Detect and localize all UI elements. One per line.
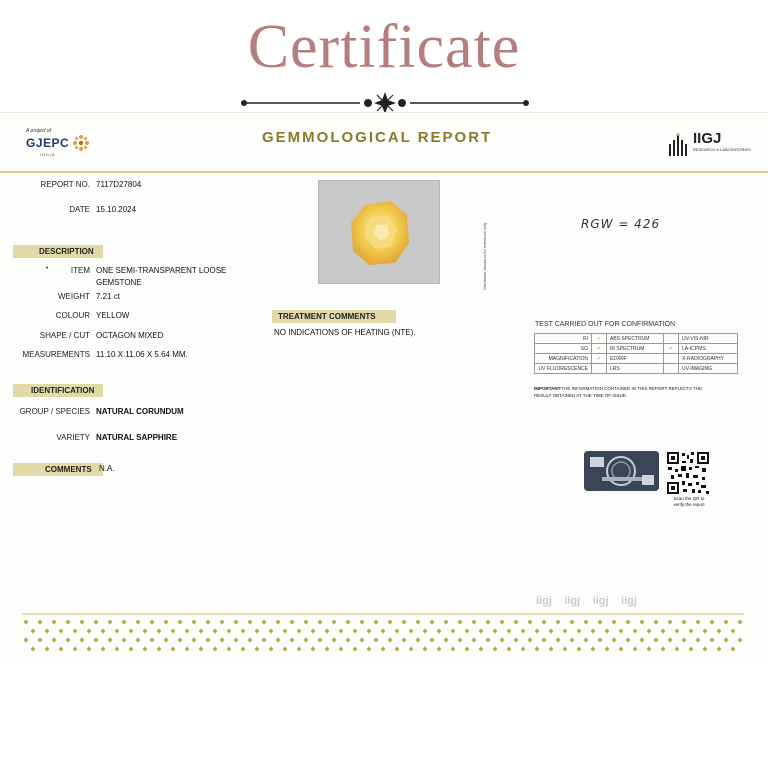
hologram-seal xyxy=(584,451,659,491)
decorative-diamond xyxy=(143,629,148,634)
decorative-diamond xyxy=(311,647,316,652)
decorative-diamond xyxy=(45,647,50,652)
decorative-diamond xyxy=(332,620,337,625)
qr-caption-line2: verify the report xyxy=(673,502,705,507)
decorative-diamond xyxy=(514,638,519,643)
important-label: IMPORTANT: xyxy=(534,386,562,391)
decorative-diamond xyxy=(143,647,148,652)
header-separator xyxy=(0,171,768,173)
decorative-diamond xyxy=(605,629,610,634)
decorative-diamond xyxy=(724,638,729,643)
decorative-diamond xyxy=(619,647,624,652)
colour-value: YELLOW xyxy=(96,311,130,320)
decorative-diamond xyxy=(129,629,134,634)
decorative-diamond xyxy=(528,620,533,625)
decorative-diamond xyxy=(465,647,470,652)
decorative-diamond xyxy=(542,638,547,643)
decorative-diamond xyxy=(409,647,414,652)
shape-value: OCTAGON MIXED xyxy=(96,331,164,340)
decorative-diamond xyxy=(199,629,204,634)
decorative-diamond xyxy=(38,620,43,625)
decorative-diamond xyxy=(514,620,519,625)
tests-table xyxy=(534,333,738,374)
group-value: NATURAL CORUNDUM xyxy=(96,407,184,416)
decorative-diamond xyxy=(45,629,50,634)
decorative-diamond xyxy=(122,638,127,643)
report-title: GEMMOLOGICAL REPORT xyxy=(262,129,493,146)
test-cell: UV-IMAGING xyxy=(679,364,738,374)
decorative-diamond xyxy=(493,629,498,634)
item-label: ITEM xyxy=(70,266,90,275)
logo-country: INDIA xyxy=(40,152,56,157)
item-value-line2: GEMSTONE xyxy=(96,278,142,287)
decorative-diamond xyxy=(430,638,435,643)
decorative-diamond xyxy=(640,620,645,625)
decorative-diamond xyxy=(87,629,92,634)
decorative-diamond xyxy=(297,647,302,652)
decorative-diamond xyxy=(255,629,260,634)
decorative-diamond xyxy=(332,638,337,643)
decorative-diamond xyxy=(682,638,687,643)
decorative-diamond xyxy=(108,620,113,625)
decorative-diamond xyxy=(164,620,169,625)
treatment-heading-text: TREATMENT COMMENTS xyxy=(278,312,376,321)
decorative-diamond xyxy=(577,629,582,634)
decorative-diamond xyxy=(381,629,386,634)
decorative-diamond xyxy=(304,638,309,643)
decorative-diamond xyxy=(171,647,176,652)
treatment-heading xyxy=(272,310,396,323)
shape-label: SHAPE / CUT xyxy=(39,331,90,340)
description-heading-text: DESCRIPTION xyxy=(39,247,94,256)
decorative-diamond xyxy=(199,647,204,652)
decorative-diamond xyxy=(178,620,183,625)
decorative-diamond xyxy=(73,629,78,634)
test-cell: ABS SPECTRUM xyxy=(607,334,664,344)
decorative-diamond xyxy=(346,620,351,625)
comments-value: N.A. xyxy=(99,464,115,473)
decorative-diamond xyxy=(31,629,36,634)
decorative-diamond xyxy=(500,638,505,643)
decorative-diamond xyxy=(367,647,372,652)
item-value-line1: ONE SEMI-TRANSPARENT LOOSE xyxy=(96,266,227,275)
check-icon xyxy=(664,354,679,364)
decorative-diamond xyxy=(213,647,218,652)
decorative-diamond xyxy=(318,620,323,625)
decorative-diamond xyxy=(73,647,78,652)
description-heading xyxy=(13,245,103,258)
treatment-value: NO INDICATIONS OF HEATING (NTE). xyxy=(274,328,416,337)
decorative-diamond xyxy=(269,647,274,652)
decorative-diamond xyxy=(374,620,379,625)
decorative-diamond xyxy=(122,620,127,625)
decorative-diamond xyxy=(423,647,428,652)
table-row xyxy=(535,364,738,374)
decorative-diamond xyxy=(731,647,736,652)
test-cell: LRS xyxy=(607,364,664,374)
report-no-value: 7117D27804 xyxy=(96,180,142,189)
measurements-value: 11.10 X 11.06 X 5.64 MM. xyxy=(96,350,188,359)
decorative-diamond xyxy=(675,629,680,634)
important-text: THE INFORMATION CONTAINED IN THIS REPORT REFLECTS THE RESULT OBTAINED AT THE TIME OF ISSUE. xyxy=(534,386,703,398)
important-note xyxy=(534,385,714,399)
decorative-diamond xyxy=(290,620,295,625)
check-icon xyxy=(592,364,607,374)
decorative-diamond xyxy=(129,647,134,652)
decorative-diamond xyxy=(87,647,92,652)
handwritten-note: RGW = 426 xyxy=(581,217,661,231)
decorative-diamond xyxy=(402,638,407,643)
decorative-diamond xyxy=(437,647,442,652)
test-cell: LA-ICPMS xyxy=(679,344,738,354)
decorative-diamond xyxy=(703,629,708,634)
decorative-diamond xyxy=(374,638,379,643)
decorative-diamond xyxy=(731,629,736,634)
comments-heading xyxy=(13,463,103,476)
gjepc-emblem-icon xyxy=(72,134,90,152)
check-icon: ✓ xyxy=(592,334,607,344)
decorative-diamond xyxy=(66,638,71,643)
group-label: GROUP / SPECIES xyxy=(19,407,90,416)
decorative-diamond xyxy=(591,629,596,634)
decorative-diamond xyxy=(458,620,463,625)
decorative-diamond xyxy=(31,647,36,652)
decorative-diamond xyxy=(101,629,106,634)
decorative-diamond xyxy=(157,629,162,634)
decorative-diamond xyxy=(654,620,659,625)
gjepc-logo xyxy=(26,128,90,157)
identification-heading-text: IDENTIFICATION xyxy=(31,386,95,395)
decorative-diamond xyxy=(185,647,190,652)
decorative-diamond xyxy=(220,638,225,643)
decorative-diamond xyxy=(255,647,260,652)
iigj-logo-name: IIGJ xyxy=(693,130,722,147)
decorative-diamond xyxy=(150,620,155,625)
decorative-diamond xyxy=(115,629,120,634)
gemstone-photo xyxy=(318,180,440,284)
decorative-diamond xyxy=(430,620,435,625)
qr-caption xyxy=(672,496,706,508)
decorative-diamond xyxy=(388,620,393,625)
decorative-diamond xyxy=(59,647,64,652)
decorative-diamond xyxy=(465,629,470,634)
decorative-diamond xyxy=(556,620,561,625)
watermark-logo: iigj xyxy=(564,595,581,607)
iigj-flame-icon xyxy=(665,132,693,158)
decorative-diamond xyxy=(360,620,365,625)
decorative-diamond xyxy=(521,647,526,652)
decorative-diamond xyxy=(311,629,316,634)
decorative-diamond xyxy=(227,647,232,652)
colour-label: COLOUR xyxy=(55,311,90,320)
decorative-diamond xyxy=(325,647,330,652)
decorative-diamond xyxy=(395,647,400,652)
test-cell: UV FLUORESCENCE xyxy=(535,364,592,374)
decorative-diamond xyxy=(150,638,155,643)
check-icon xyxy=(664,364,679,374)
test-cell: SG xyxy=(535,344,592,354)
decorative-diamond xyxy=(409,629,414,634)
decorative-diamond xyxy=(402,620,407,625)
decorative-diamond xyxy=(528,638,533,643)
decorative-diamond xyxy=(283,647,288,652)
decorative-diamond xyxy=(535,629,540,634)
decorative-diamond xyxy=(598,620,603,625)
test-cell: MAGNIFICATION xyxy=(535,354,592,364)
test-cell: EDXRF xyxy=(607,354,664,364)
test-cell: IR SPECTRUM xyxy=(607,344,664,354)
table-row xyxy=(535,354,738,364)
decorative-diamond xyxy=(633,647,638,652)
table-row xyxy=(535,334,738,344)
decorative-diamond xyxy=(192,620,197,625)
decorative-diamond xyxy=(94,638,99,643)
decorative-diamond xyxy=(290,638,295,643)
decorative-diamond xyxy=(115,647,120,652)
decorative-diamond xyxy=(276,638,281,643)
decorative-diamond xyxy=(108,638,113,643)
decorative-diamond xyxy=(24,620,29,625)
decorative-diamond xyxy=(423,629,428,634)
decorative-diamond xyxy=(598,638,603,643)
decorative-diamond xyxy=(549,647,554,652)
decorative-diamond xyxy=(500,620,505,625)
decorative-diamond xyxy=(136,638,141,643)
decorative-diamond xyxy=(52,620,57,625)
decorative-diamond xyxy=(717,647,722,652)
decorative-diamond xyxy=(234,638,239,643)
decorative-diamond xyxy=(297,629,302,634)
decorative-diamond xyxy=(360,638,365,643)
watermark-row xyxy=(536,591,645,609)
measurements-label: MEASUREMENTS xyxy=(22,350,90,359)
decorative-diamond xyxy=(164,638,169,643)
decorative-diamond xyxy=(388,638,393,643)
decorative-diamond xyxy=(395,629,400,634)
decorative-diamond xyxy=(668,638,673,643)
decorative-diamond xyxy=(248,620,253,625)
decorative-diamond xyxy=(80,620,85,625)
decorative-diamond xyxy=(689,629,694,634)
decorative-diamond xyxy=(738,620,743,625)
decorative-diamond xyxy=(640,638,645,643)
decorative-diamond xyxy=(248,638,253,643)
decorative-diamond xyxy=(647,647,652,652)
decorative-diamond xyxy=(157,647,162,652)
decorative-diamond xyxy=(612,620,617,625)
decorative-diamond xyxy=(668,620,673,625)
decorative-diamond xyxy=(220,620,225,625)
decorative-diamond xyxy=(318,638,323,643)
decorative-diamond xyxy=(171,629,176,634)
decorative-diamond xyxy=(626,638,631,643)
comments-heading-text: COMMENTS xyxy=(45,465,92,474)
gemstone-image xyxy=(319,181,439,283)
decorative-diamond xyxy=(262,638,267,643)
variety-label: VARIETY xyxy=(56,433,90,442)
decorative-diamond xyxy=(521,629,526,634)
decorative-diamond xyxy=(458,638,463,643)
gjepc-logo-name: GJEPC xyxy=(26,136,70,150)
decorative-diamond xyxy=(234,620,239,625)
decorative-diamond xyxy=(38,638,43,643)
decorative-diamond xyxy=(472,620,477,625)
decorative-diamond xyxy=(472,638,477,643)
decorative-diamond xyxy=(682,620,687,625)
decorative-diamond xyxy=(605,647,610,652)
check-icon: ✓ xyxy=(592,354,607,364)
decorative-diamond xyxy=(416,638,421,643)
test-cell: UV-VIS-NIR xyxy=(679,334,738,344)
decorative-diamond xyxy=(52,638,57,643)
decorative-diamond xyxy=(178,638,183,643)
decorative-diamond xyxy=(535,647,540,652)
decorative-diamond xyxy=(570,620,575,625)
hologram-pattern-icon xyxy=(584,451,659,491)
watermark-logo: iigj xyxy=(621,595,637,607)
decorative-diamond xyxy=(451,647,456,652)
decorative-diamond xyxy=(633,629,638,634)
decorative-diamond xyxy=(507,647,512,652)
decorative-diamond xyxy=(724,620,729,625)
decorative-diamond xyxy=(367,629,372,634)
decorative-diamond xyxy=(227,629,232,634)
variety-value: NATURAL SAPPHIRE xyxy=(96,433,178,442)
photo-caption: Gemstone shown is for reference only xyxy=(482,222,487,290)
decorative-diamond xyxy=(339,629,344,634)
decorative-diamond xyxy=(696,620,701,625)
decorative-diamond xyxy=(563,647,568,652)
decorative-diamond xyxy=(619,629,624,634)
check-icon xyxy=(664,334,679,344)
watermark-logo: iigj xyxy=(592,595,609,607)
decorative-diamond xyxy=(479,629,484,634)
decorative-diamond xyxy=(584,620,589,625)
decorative-diamond xyxy=(24,638,29,643)
date-label: DATE xyxy=(69,205,90,214)
decorative-diamond xyxy=(647,629,652,634)
decorative-diamond xyxy=(710,620,715,625)
check-icon: ✓ xyxy=(664,344,679,354)
decorative-diamond xyxy=(710,638,715,643)
decorative-diamond xyxy=(80,638,85,643)
table-row xyxy=(535,344,738,354)
decorative-dot-pattern xyxy=(22,612,744,656)
decorative-diamond xyxy=(304,620,309,625)
certificate-banner-title: Certificate xyxy=(247,13,521,81)
decorative-diamond xyxy=(661,647,666,652)
decorative-diamond xyxy=(241,647,246,652)
decorative-diamond xyxy=(381,647,386,652)
decorative-diamond xyxy=(486,638,491,643)
test-cell: X-RADIOGRAPHY xyxy=(679,354,738,364)
decorative-diamond xyxy=(185,629,190,634)
report-no-label: REPORT NO. xyxy=(40,180,90,189)
decorative-diamond xyxy=(493,647,498,652)
decorative-diamond xyxy=(339,647,344,652)
decorative-diamond xyxy=(654,638,659,643)
decorative-diamond xyxy=(584,638,589,643)
bullet-mark: • xyxy=(46,266,49,272)
decorative-diamond xyxy=(136,620,141,625)
decorative-diamond xyxy=(542,620,547,625)
decorative-diamond xyxy=(283,629,288,634)
decorative-diamond xyxy=(577,647,582,652)
tests-title: TEST CARRIED OUT FOR CONFIRMATION xyxy=(535,321,676,328)
decorative-diamond xyxy=(262,620,267,625)
decorative-diamond xyxy=(556,638,561,643)
decorative-diamond xyxy=(59,629,64,634)
decorative-diamond xyxy=(66,620,71,625)
decorative-diamond xyxy=(206,620,211,625)
decorative-diamond xyxy=(94,620,99,625)
iigj-logo xyxy=(665,132,751,152)
decorative-diamond xyxy=(444,620,449,625)
decorative-diamond xyxy=(591,647,596,652)
decorative-diamond xyxy=(206,638,211,643)
decorative-diamond xyxy=(444,638,449,643)
watermark-logo: iigj xyxy=(536,595,552,607)
decorative-diamond xyxy=(241,629,246,634)
decorative-diamond xyxy=(346,638,351,643)
decorative-diamond xyxy=(717,629,722,634)
weight-label: WEIGHT xyxy=(58,292,90,301)
decorative-diamond xyxy=(563,629,568,634)
decorative-diamond xyxy=(549,629,554,634)
decorative-diamond xyxy=(451,629,456,634)
check-icon: ✓ xyxy=(592,344,607,354)
decorative-diamond xyxy=(703,647,708,652)
decorative-diamond xyxy=(325,629,330,634)
decorative-diamond xyxy=(675,647,680,652)
weight-value: 7.21 ct xyxy=(96,292,121,301)
decorative-diamond xyxy=(486,620,491,625)
decorative-diamond xyxy=(101,647,106,652)
decorative-diamond xyxy=(353,629,358,634)
test-cell: RI xyxy=(535,334,592,344)
decorative-diamond xyxy=(276,620,281,625)
decorative-diamond xyxy=(661,629,666,634)
decorative-diamond xyxy=(416,620,421,625)
decorative-diamond xyxy=(570,638,575,643)
decorative-diamond xyxy=(437,629,442,634)
decorative-diamond xyxy=(507,629,512,634)
decorative-diamond xyxy=(738,638,743,643)
qr-code-icon[interactable] xyxy=(666,451,710,495)
decorative-diamond xyxy=(192,638,197,643)
identification-heading xyxy=(13,384,103,397)
decorative-diamond xyxy=(479,647,484,652)
decorative-diamond xyxy=(353,647,358,652)
decorative-diamond xyxy=(689,647,694,652)
decorative-diamond xyxy=(626,620,631,625)
decorative-diamond xyxy=(213,629,218,634)
date-value: 15.10.2024 xyxy=(96,205,137,214)
decorative-diamond xyxy=(269,629,274,634)
decorative-diamond xyxy=(612,638,617,643)
iigj-logo-sub: RESEARCH & LABORATORIES xyxy=(693,147,751,152)
qr-caption-line1: Scan the QR to xyxy=(673,496,705,501)
decorative-diamond xyxy=(696,638,701,643)
logo-tagline: A project of xyxy=(26,128,52,134)
